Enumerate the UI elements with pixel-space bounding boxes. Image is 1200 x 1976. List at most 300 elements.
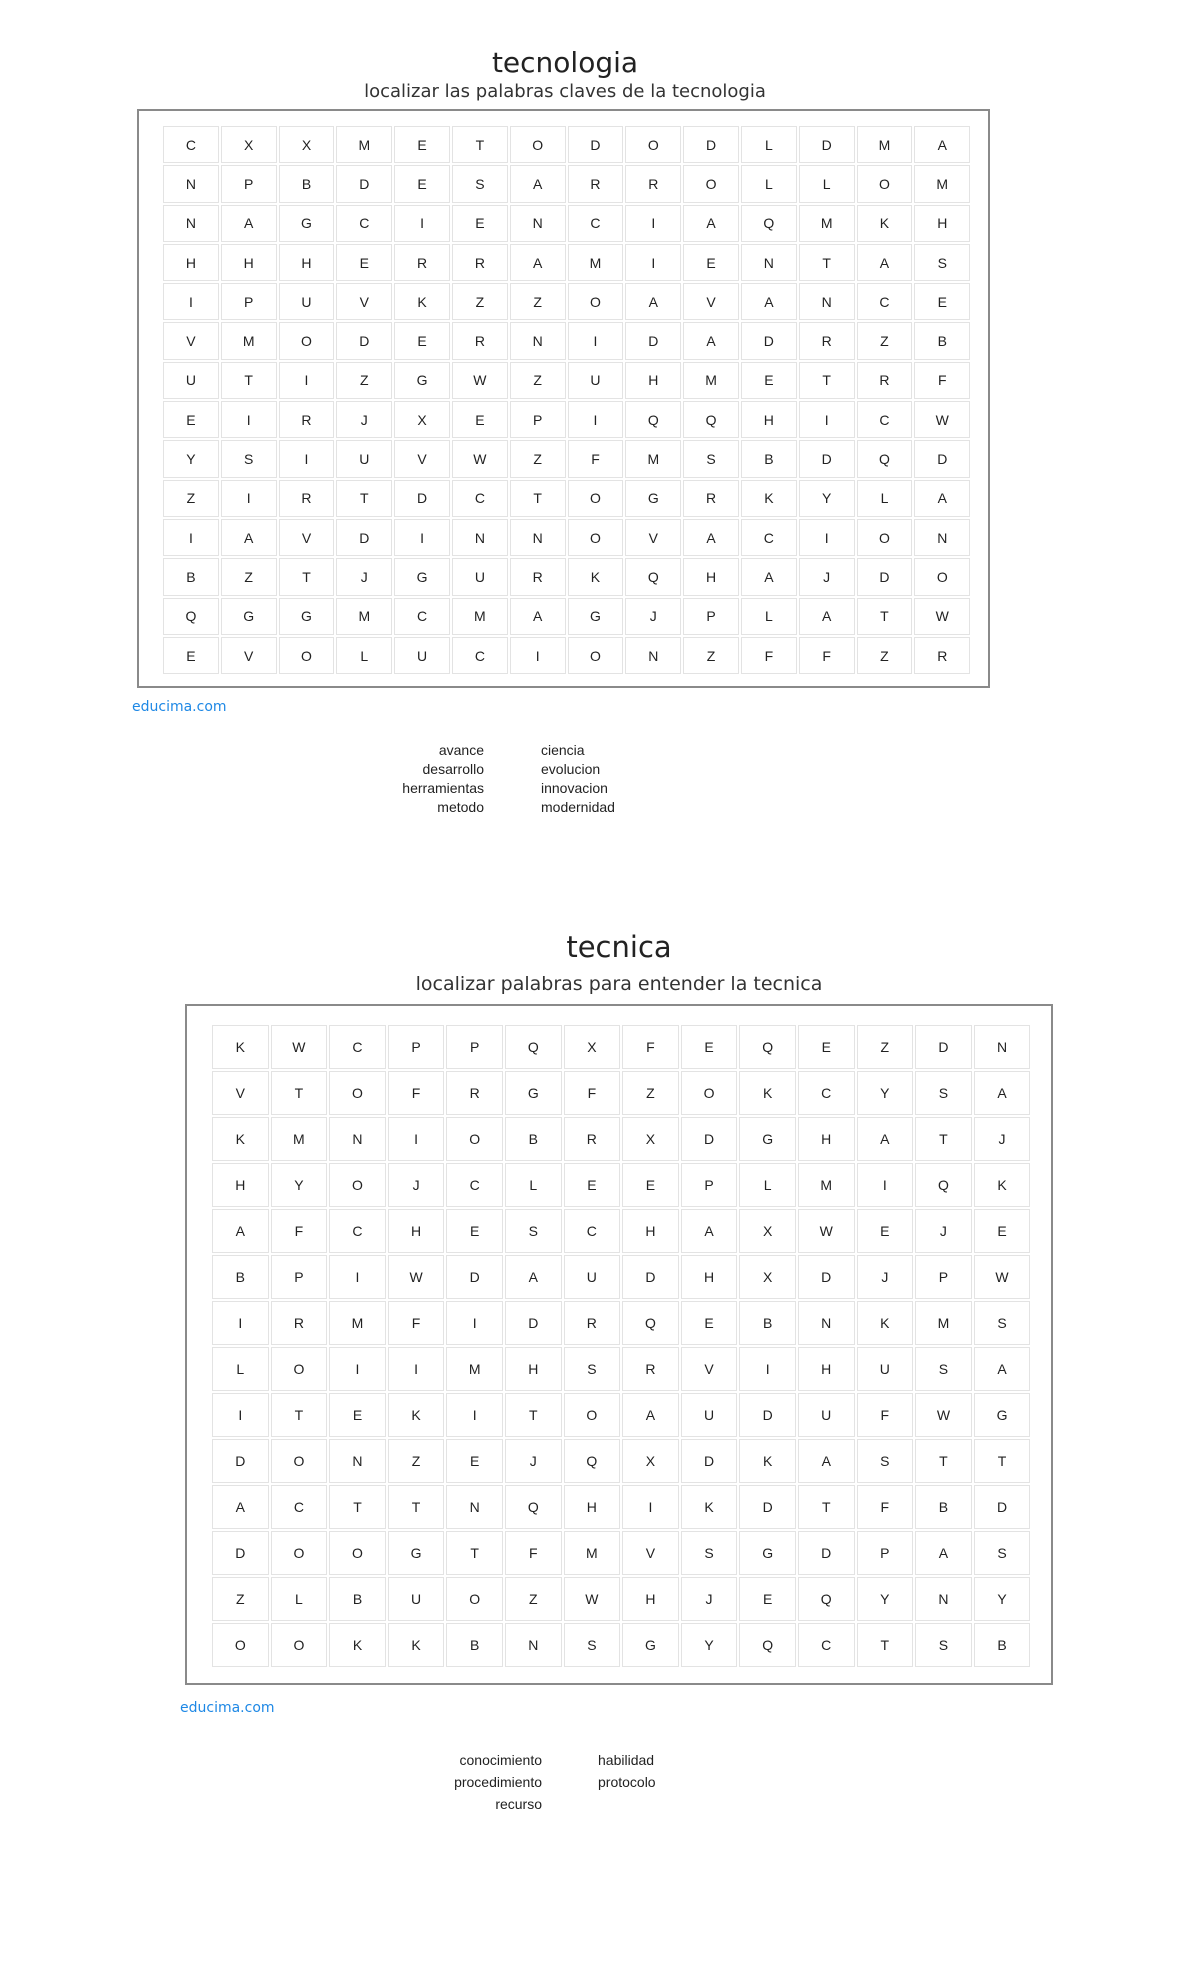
- grid-cell[interactable]: O: [683, 165, 739, 202]
- grid-cell[interactable]: C: [857, 401, 913, 438]
- grid-cell[interactable]: O: [568, 480, 624, 517]
- grid-cell[interactable]: K: [857, 205, 913, 242]
- grid-cell[interactable]: D: [394, 480, 450, 517]
- grid-cell[interactable]: L: [741, 126, 797, 163]
- grid-cell[interactable]: D: [622, 1255, 679, 1299]
- grid-cell[interactable]: I: [329, 1347, 386, 1391]
- grid-cell[interactable]: Z: [857, 1025, 914, 1069]
- grid-cell[interactable]: E: [974, 1209, 1031, 1253]
- grid-cell[interactable]: P: [221, 283, 277, 320]
- grid-cell[interactable]: M: [798, 1163, 855, 1207]
- grid-cell[interactable]: Z: [622, 1071, 679, 1115]
- grid-cell[interactable]: W: [388, 1255, 445, 1299]
- grid-cell[interactable]: P: [681, 1163, 738, 1207]
- grid-cell[interactable]: A: [510, 165, 566, 202]
- grid-cell[interactable]: Z: [388, 1439, 445, 1483]
- grid-cell[interactable]: H: [212, 1163, 269, 1207]
- grid-cell[interactable]: O: [568, 283, 624, 320]
- grid-cell[interactable]: N: [446, 1485, 503, 1529]
- grid-cell[interactable]: A: [974, 1347, 1031, 1391]
- grid-cell[interactable]: U: [336, 440, 392, 477]
- grid-cell[interactable]: K: [739, 1439, 796, 1483]
- grid-cell[interactable]: G: [739, 1117, 796, 1161]
- grid-cell[interactable]: A: [212, 1209, 269, 1253]
- grid-cell[interactable]: S: [221, 440, 277, 477]
- grid-cell[interactable]: T: [336, 480, 392, 517]
- grid-cell[interactable]: T: [452, 126, 508, 163]
- grid-cell[interactable]: R: [857, 362, 913, 399]
- grid-cell[interactable]: C: [163, 126, 219, 163]
- grid-cell[interactable]: R: [564, 1117, 621, 1161]
- grid-cell[interactable]: E: [163, 637, 219, 674]
- grid-cell[interactable]: B: [279, 165, 335, 202]
- grid-cell[interactable]: O: [279, 637, 335, 674]
- grid-cell[interactable]: F: [857, 1485, 914, 1529]
- grid-cell[interactable]: N: [510, 322, 566, 359]
- grid-cell[interactable]: C: [568, 205, 624, 242]
- grid-cell[interactable]: H: [622, 1577, 679, 1621]
- grid-cell[interactable]: V: [681, 1347, 738, 1391]
- grid-cell[interactable]: H: [798, 1347, 855, 1391]
- grid-cell[interactable]: G: [388, 1531, 445, 1575]
- grid-cell[interactable]: Q: [625, 558, 681, 595]
- grid-cell[interactable]: Y: [799, 480, 855, 517]
- grid-cell[interactable]: R: [452, 244, 508, 281]
- grid-cell[interactable]: H: [914, 205, 970, 242]
- grid-cell[interactable]: M: [336, 126, 392, 163]
- grid-cell[interactable]: D: [681, 1117, 738, 1161]
- grid-cell[interactable]: I: [739, 1347, 796, 1391]
- grid-cell[interactable]: I: [510, 637, 566, 674]
- grid-cell[interactable]: Q: [622, 1301, 679, 1345]
- grid-cell[interactable]: E: [622, 1163, 679, 1207]
- grid-cell[interactable]: E: [683, 244, 739, 281]
- grid-cell[interactable]: X: [279, 126, 335, 163]
- grid-cell[interactable]: S: [681, 1531, 738, 1575]
- grid-cell[interactable]: Q: [739, 1025, 796, 1069]
- grid-cell[interactable]: X: [622, 1117, 679, 1161]
- grid-cell[interactable]: F: [568, 440, 624, 477]
- grid-cell[interactable]: S: [915, 1347, 972, 1391]
- grid-cell[interactable]: S: [915, 1623, 972, 1667]
- grid-cell[interactable]: O: [564, 1393, 621, 1437]
- grid-cell[interactable]: P: [683, 598, 739, 635]
- grid-cell[interactable]: E: [452, 401, 508, 438]
- grid-cell[interactable]: R: [446, 1071, 503, 1115]
- grid-cell[interactable]: Q: [505, 1485, 562, 1529]
- grid-cell[interactable]: O: [681, 1071, 738, 1115]
- grid-cell[interactable]: K: [974, 1163, 1031, 1207]
- grid-cell[interactable]: S: [974, 1531, 1031, 1575]
- grid-cell[interactable]: I: [568, 401, 624, 438]
- grid-cell[interactable]: R: [564, 1301, 621, 1345]
- grid-cell[interactable]: O: [329, 1531, 386, 1575]
- grid-cell[interactable]: K: [212, 1117, 269, 1161]
- grid-cell[interactable]: N: [329, 1117, 386, 1161]
- grid-cell[interactable]: M: [799, 205, 855, 242]
- grid-cell[interactable]: L: [857, 480, 913, 517]
- grid-cell[interactable]: F: [388, 1071, 445, 1115]
- grid-cell[interactable]: R: [279, 401, 335, 438]
- grid-cell[interactable]: I: [857, 1163, 914, 1207]
- grid-cell[interactable]: S: [452, 165, 508, 202]
- grid-cell[interactable]: M: [452, 598, 508, 635]
- grid-cell[interactable]: O: [329, 1071, 386, 1115]
- credit-link[interactable]: educima.com: [132, 699, 227, 715]
- grid-cell[interactable]: Z: [163, 480, 219, 517]
- grid-cell[interactable]: O: [568, 519, 624, 556]
- grid-cell[interactable]: I: [212, 1393, 269, 1437]
- grid-cell[interactable]: T: [857, 598, 913, 635]
- grid-cell[interactable]: I: [394, 205, 450, 242]
- grid-cell[interactable]: N: [510, 205, 566, 242]
- grid-cell[interactable]: V: [622, 1531, 679, 1575]
- grid-cell[interactable]: O: [271, 1439, 328, 1483]
- grid-cell[interactable]: X: [394, 401, 450, 438]
- grid-cell[interactable]: Z: [510, 440, 566, 477]
- grid-cell[interactable]: Z: [452, 283, 508, 320]
- grid-cell[interactable]: Z: [683, 637, 739, 674]
- grid-cell[interactable]: R: [683, 480, 739, 517]
- grid-cell[interactable]: U: [452, 558, 508, 595]
- grid-cell[interactable]: Q: [857, 440, 913, 477]
- grid-cell[interactable]: M: [271, 1117, 328, 1161]
- grid-cell[interactable]: E: [741, 362, 797, 399]
- grid-cell[interactable]: A: [683, 519, 739, 556]
- grid-cell[interactable]: V: [683, 283, 739, 320]
- grid-cell[interactable]: B: [741, 440, 797, 477]
- grid-cell[interactable]: U: [568, 362, 624, 399]
- grid-cell[interactable]: O: [510, 126, 566, 163]
- grid-cell[interactable]: T: [915, 1439, 972, 1483]
- grid-cell[interactable]: F: [622, 1025, 679, 1069]
- grid-cell[interactable]: M: [329, 1301, 386, 1345]
- grid-cell[interactable]: N: [505, 1623, 562, 1667]
- grid-cell[interactable]: G: [221, 598, 277, 635]
- grid-cell[interactable]: Y: [163, 440, 219, 477]
- grid-cell[interactable]: A: [221, 205, 277, 242]
- grid-cell[interactable]: D: [914, 440, 970, 477]
- grid-cell[interactable]: N: [915, 1577, 972, 1621]
- grid-cell[interactable]: A: [510, 244, 566, 281]
- grid-cell[interactable]: I: [799, 401, 855, 438]
- grid-cell[interactable]: S: [683, 440, 739, 477]
- grid-cell[interactable]: O: [271, 1531, 328, 1575]
- grid-cell[interactable]: P: [388, 1025, 445, 1069]
- grid-cell[interactable]: H: [625, 362, 681, 399]
- grid-cell[interactable]: Y: [271, 1163, 328, 1207]
- grid-cell[interactable]: N: [329, 1439, 386, 1483]
- grid-cell[interactable]: O: [329, 1163, 386, 1207]
- grid-cell[interactable]: P: [221, 165, 277, 202]
- grid-cell[interactable]: I: [279, 440, 335, 477]
- grid-cell[interactable]: K: [681, 1485, 738, 1529]
- grid-cell[interactable]: D: [336, 322, 392, 359]
- grid-cell[interactable]: F: [857, 1393, 914, 1437]
- grid-cell[interactable]: G: [625, 480, 681, 517]
- grid-cell[interactable]: W: [452, 440, 508, 477]
- grid-cell[interactable]: A: [798, 1439, 855, 1483]
- grid-cell[interactable]: E: [452, 205, 508, 242]
- grid-cell[interactable]: C: [394, 598, 450, 635]
- grid-cell[interactable]: D: [681, 1439, 738, 1483]
- grid-cell[interactable]: D: [336, 165, 392, 202]
- grid-cell[interactable]: V: [163, 322, 219, 359]
- grid-cell[interactable]: D: [798, 1255, 855, 1299]
- grid-cell[interactable]: Q: [505, 1025, 562, 1069]
- grid-cell[interactable]: S: [974, 1301, 1031, 1345]
- grid-cell[interactable]: I: [394, 519, 450, 556]
- credit-link[interactable]: educima.com: [180, 1700, 275, 1716]
- grid-cell[interactable]: S: [857, 1439, 914, 1483]
- grid-cell[interactable]: J: [625, 598, 681, 635]
- grid-cell[interactable]: A: [681, 1209, 738, 1253]
- grid-cell[interactable]: V: [212, 1071, 269, 1115]
- grid-cell[interactable]: T: [271, 1071, 328, 1115]
- grid-cell[interactable]: B: [974, 1623, 1031, 1667]
- grid-cell[interactable]: H: [221, 244, 277, 281]
- grid-cell[interactable]: D: [974, 1485, 1031, 1529]
- grid-cell[interactable]: I: [622, 1485, 679, 1529]
- grid-cell[interactable]: I: [388, 1347, 445, 1391]
- grid-cell[interactable]: A: [741, 558, 797, 595]
- grid-cell[interactable]: A: [914, 480, 970, 517]
- grid-cell[interactable]: Q: [741, 205, 797, 242]
- grid-cell[interactable]: F: [741, 637, 797, 674]
- grid-cell[interactable]: O: [212, 1623, 269, 1667]
- grid-cell[interactable]: M: [568, 244, 624, 281]
- grid-cell[interactable]: J: [336, 558, 392, 595]
- grid-cell[interactable]: U: [279, 283, 335, 320]
- grid-cell[interactable]: H: [683, 558, 739, 595]
- grid-cell[interactable]: T: [271, 1393, 328, 1437]
- grid-cell[interactable]: Z: [510, 283, 566, 320]
- grid-cell[interactable]: R: [394, 244, 450, 281]
- grid-cell[interactable]: M: [683, 362, 739, 399]
- grid-cell[interactable]: R: [271, 1301, 328, 1345]
- grid-cell[interactable]: A: [857, 244, 913, 281]
- grid-cell[interactable]: J: [915, 1209, 972, 1253]
- grid-cell[interactable]: U: [388, 1577, 445, 1621]
- grid-cell[interactable]: H: [279, 244, 335, 281]
- grid-cell[interactable]: N: [452, 519, 508, 556]
- grid-cell[interactable]: A: [974, 1071, 1031, 1115]
- grid-cell[interactable]: M: [857, 126, 913, 163]
- grid-cell[interactable]: T: [798, 1485, 855, 1529]
- grid-cell[interactable]: O: [568, 637, 624, 674]
- grid-cell[interactable]: D: [799, 126, 855, 163]
- grid-cell[interactable]: J: [388, 1163, 445, 1207]
- grid-cell[interactable]: G: [279, 205, 335, 242]
- grid-cell[interactable]: X: [622, 1439, 679, 1483]
- grid-cell[interactable]: G: [505, 1071, 562, 1115]
- grid-cell[interactable]: Z: [510, 362, 566, 399]
- grid-cell[interactable]: P: [915, 1255, 972, 1299]
- grid-cell[interactable]: T: [446, 1531, 503, 1575]
- grid-cell[interactable]: W: [798, 1209, 855, 1253]
- grid-cell[interactable]: W: [452, 362, 508, 399]
- grid-cell[interactable]: J: [974, 1117, 1031, 1161]
- grid-cell[interactable]: B: [163, 558, 219, 595]
- grid-cell[interactable]: G: [394, 362, 450, 399]
- grid-cell[interactable]: T: [799, 244, 855, 281]
- grid-cell[interactable]: D: [799, 440, 855, 477]
- grid-cell[interactable]: B: [914, 322, 970, 359]
- grid-cell[interactable]: O: [271, 1347, 328, 1391]
- grid-cell[interactable]: I: [329, 1255, 386, 1299]
- grid-cell[interactable]: P: [510, 401, 566, 438]
- grid-cell[interactable]: N: [163, 205, 219, 242]
- grid-cell[interactable]: H: [681, 1255, 738, 1299]
- grid-cell[interactable]: A: [212, 1485, 269, 1529]
- grid-cell[interactable]: O: [914, 558, 970, 595]
- grid-cell[interactable]: Y: [681, 1623, 738, 1667]
- grid-cell[interactable]: E: [394, 165, 450, 202]
- grid-cell[interactable]: K: [394, 283, 450, 320]
- grid-cell[interactable]: F: [564, 1071, 621, 1115]
- grid-cell[interactable]: E: [163, 401, 219, 438]
- grid-cell[interactable]: H: [798, 1117, 855, 1161]
- grid-cell[interactable]: O: [279, 322, 335, 359]
- grid-cell[interactable]: I: [625, 205, 681, 242]
- grid-cell[interactable]: I: [568, 322, 624, 359]
- grid-cell[interactable]: Z: [857, 637, 913, 674]
- grid-cell[interactable]: S: [914, 244, 970, 281]
- grid-cell[interactable]: G: [394, 558, 450, 595]
- grid-cell[interactable]: F: [388, 1301, 445, 1345]
- grid-cell[interactable]: F: [271, 1209, 328, 1253]
- grid-cell[interactable]: L: [799, 165, 855, 202]
- grid-cell[interactable]: B: [739, 1301, 796, 1345]
- grid-cell[interactable]: D: [212, 1531, 269, 1575]
- grid-cell[interactable]: I: [446, 1393, 503, 1437]
- grid-cell[interactable]: D: [336, 519, 392, 556]
- grid-cell[interactable]: Y: [974, 1577, 1031, 1621]
- grid-cell[interactable]: S: [564, 1347, 621, 1391]
- grid-cell[interactable]: N: [625, 637, 681, 674]
- grid-cell[interactable]: I: [221, 480, 277, 517]
- grid-cell[interactable]: H: [564, 1485, 621, 1529]
- grid-cell[interactable]: P: [271, 1255, 328, 1299]
- grid-cell[interactable]: E: [857, 1209, 914, 1253]
- grid-cell[interactable]: T: [505, 1393, 562, 1437]
- grid-cell[interactable]: A: [505, 1255, 562, 1299]
- grid-cell[interactable]: A: [741, 283, 797, 320]
- grid-cell[interactable]: W: [914, 598, 970, 635]
- grid-cell[interactable]: K: [741, 480, 797, 517]
- grid-cell[interactable]: K: [388, 1393, 445, 1437]
- grid-cell[interactable]: K: [739, 1071, 796, 1115]
- grid-cell[interactable]: K: [329, 1623, 386, 1667]
- grid-cell[interactable]: T: [221, 362, 277, 399]
- grid-cell[interactable]: B: [505, 1117, 562, 1161]
- grid-cell[interactable]: U: [163, 362, 219, 399]
- grid-cell[interactable]: H: [622, 1209, 679, 1253]
- grid-cell[interactable]: T: [388, 1485, 445, 1529]
- grid-cell[interactable]: Y: [857, 1577, 914, 1621]
- grid-cell[interactable]: L: [741, 165, 797, 202]
- grid-cell[interactable]: P: [446, 1025, 503, 1069]
- grid-cell[interactable]: X: [739, 1209, 796, 1253]
- grid-cell[interactable]: D: [857, 558, 913, 595]
- grid-cell[interactable]: E: [394, 126, 450, 163]
- grid-cell[interactable]: I: [163, 519, 219, 556]
- grid-cell[interactable]: U: [394, 637, 450, 674]
- grid-cell[interactable]: Q: [163, 598, 219, 635]
- grid-cell[interactable]: A: [914, 126, 970, 163]
- grid-cell[interactable]: F: [799, 637, 855, 674]
- grid-cell[interactable]: E: [681, 1025, 738, 1069]
- grid-cell[interactable]: C: [446, 1163, 503, 1207]
- grid-cell[interactable]: G: [568, 598, 624, 635]
- grid-cell[interactable]: I: [212, 1301, 269, 1345]
- grid-cell[interactable]: U: [857, 1347, 914, 1391]
- grid-cell[interactable]: A: [510, 598, 566, 635]
- grid-cell[interactable]: Q: [564, 1439, 621, 1483]
- grid-cell[interactable]: I: [163, 283, 219, 320]
- grid-cell[interactable]: U: [564, 1255, 621, 1299]
- grid-cell[interactable]: Q: [915, 1163, 972, 1207]
- grid-cell[interactable]: G: [279, 598, 335, 635]
- grid-cell[interactable]: E: [681, 1301, 738, 1345]
- grid-cell[interactable]: D: [798, 1531, 855, 1575]
- grid-cell[interactable]: U: [681, 1393, 738, 1437]
- grid-cell[interactable]: X: [564, 1025, 621, 1069]
- grid-cell[interactable]: H: [163, 244, 219, 281]
- grid-cell[interactable]: R: [799, 322, 855, 359]
- grid-cell[interactable]: N: [510, 519, 566, 556]
- grid-cell[interactable]: K: [568, 558, 624, 595]
- grid-cell[interactable]: M: [221, 322, 277, 359]
- grid-cell[interactable]: Z: [212, 1577, 269, 1621]
- grid-cell[interactable]: J: [799, 558, 855, 595]
- grid-cell[interactable]: W: [974, 1255, 1031, 1299]
- grid-cell[interactable]: R: [452, 322, 508, 359]
- grid-cell[interactable]: L: [741, 598, 797, 635]
- grid-cell[interactable]: C: [336, 205, 392, 242]
- grid-cell[interactable]: Z: [505, 1577, 562, 1621]
- grid-cell[interactable]: T: [510, 480, 566, 517]
- grid-cell[interactable]: B: [446, 1623, 503, 1667]
- grid-cell[interactable]: D: [915, 1025, 972, 1069]
- grid-cell[interactable]: B: [212, 1255, 269, 1299]
- grid-cell[interactable]: T: [915, 1117, 972, 1161]
- grid-cell[interactable]: C: [798, 1623, 855, 1667]
- grid-cell[interactable]: L: [505, 1163, 562, 1207]
- grid-cell[interactable]: O: [446, 1577, 503, 1621]
- grid-cell[interactable]: H: [388, 1209, 445, 1253]
- grid-cell[interactable]: D: [446, 1255, 503, 1299]
- grid-cell[interactable]: E: [446, 1209, 503, 1253]
- grid-cell[interactable]: J: [336, 401, 392, 438]
- grid-cell[interactable]: I: [279, 362, 335, 399]
- grid-cell[interactable]: T: [799, 362, 855, 399]
- grid-cell[interactable]: B: [329, 1577, 386, 1621]
- grid-cell[interactable]: C: [857, 283, 913, 320]
- grid-cell[interactable]: I: [446, 1301, 503, 1345]
- grid-cell[interactable]: A: [625, 283, 681, 320]
- grid-cell[interactable]: W: [271, 1025, 328, 1069]
- grid-cell[interactable]: U: [798, 1393, 855, 1437]
- grid-cell[interactable]: R: [622, 1347, 679, 1391]
- grid-cell[interactable]: I: [625, 244, 681, 281]
- grid-cell[interactable]: E: [446, 1439, 503, 1483]
- grid-cell[interactable]: L: [212, 1347, 269, 1391]
- grid-cell[interactable]: D: [741, 322, 797, 359]
- grid-cell[interactable]: E: [798, 1025, 855, 1069]
- grid-cell[interactable]: C: [564, 1209, 621, 1253]
- grid-cell[interactable]: P: [857, 1531, 914, 1575]
